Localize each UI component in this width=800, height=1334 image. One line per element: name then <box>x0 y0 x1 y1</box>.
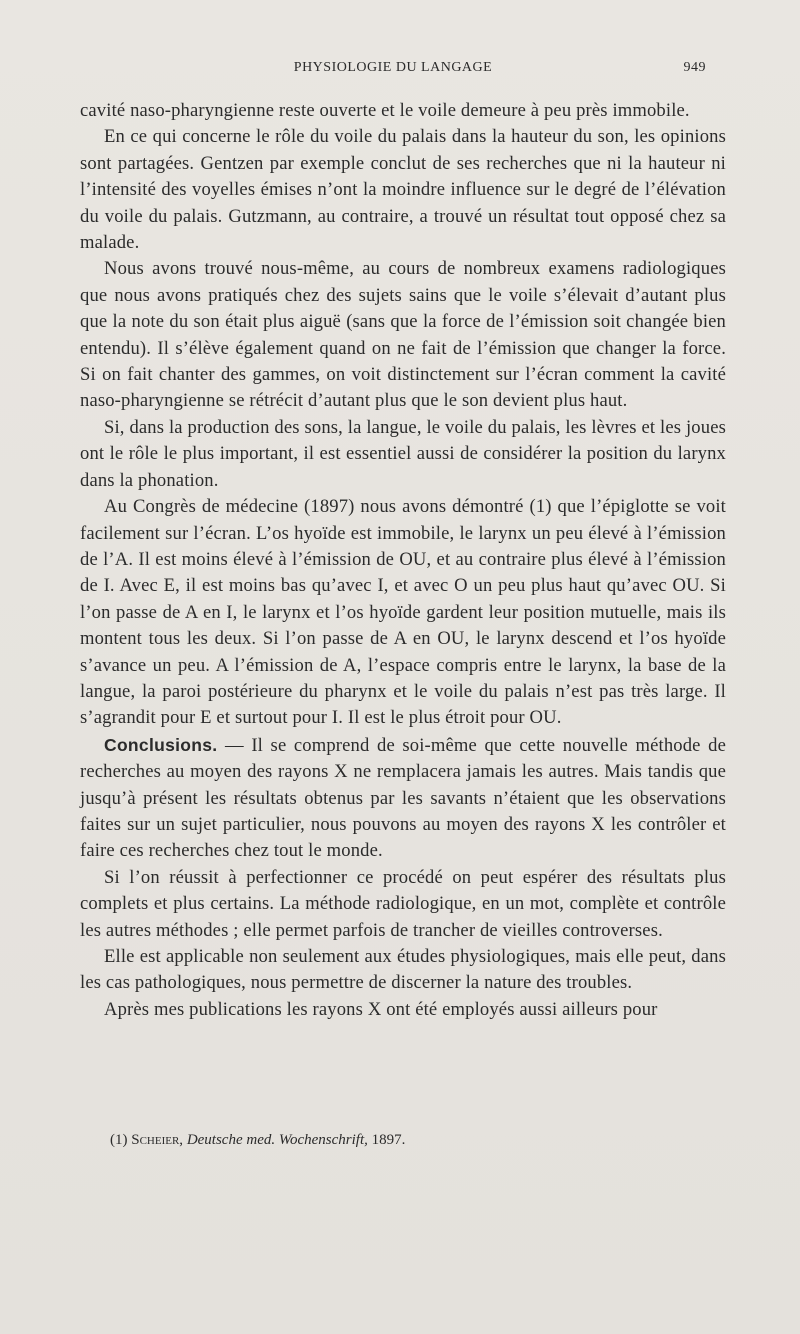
footnote <box>110 1130 710 1150</box>
paragraph: cavité naso-pharyngienne reste ouverte et le voile demeure à peu près immobile. <box>80 100 690 121</box>
page-number: 949 <box>683 60 706 75</box>
paragraph: En ce qui concerne le rôle du voile du palais dans la hauteur du son, les opinions sont partagées. Gentzen par exemple conclut de ses recherches que ni la hauteur ni l’intensité des voyelles émises n’ont la moindre influence sur le degré de l’élévation du voile du palais. Gutzmann, au contraire, a trouvé un résultat tout opposé chez sa malade. <box>80 126 726 254</box>
paragraph: Si l’on réussit à perfectionner ce procédé on peut espérer des résultats plus complets et plus certains. La méthode radiologique, en un mot, complète et contrôle les autres méthodes ; elle permet parfois de trancher de vieilles controverses. <box>80 866 726 941</box>
paragraph: Après mes publications les rayons X ont été employés aussi ailleurs pour <box>104 998 658 1020</box>
conclusions-text: — Il se comprend de soi-même que cette nouvelle méthode de recherches au moyen des rayons X ne remplacera jamais les autres. Mais tandis que jusqu’à présent les résultats obtenus par les savants n’étaient que les observations faites sur un sujet particulier, nous pouvons au moyen des rayons X les contrôler et faire ces recherches chez tout le monde. <box>80 734 726 862</box>
body-text <box>80 98 726 1023</box>
section-heading: Conclusions. <box>104 734 218 755</box>
footnote-journal: Deutsche med. Wochenschrift, <box>186 1132 368 1148</box>
paragraph: Au Congrès de médecine (1897) nous avons démontré (1) que l’épiglotte se voit facilement sur l’écran. L’os hyoïde est immobile, le larynx un peu élevé à l’émission de l’A. Il est moins élevé à l’émission de OU, et au contraire plus élevé à l’émission de I. Avec E, il est moins bas qu’avec I, et avec O un peu plus haut qu’avec OU. Si l’on passe de A en I, le larynx et l’os hyoïde gardent leur position mutuelle, mais ils montent tous les deux. Si l’on passe de A en OU, le larynx descend et l’os hyoïde s’avance un peu. A l’émission de A, l’espace compris entre le larynx, la base de la langue, la paroi postérieure du pharynx et le voile du palais n’est pas très large. Il s’agrandit pour E et surtout pour I. Il est le plus étroit pour OU. <box>80 496 726 729</box>
conclusions-paragraph <box>80 732 726 865</box>
footnote-marker: (1) <box>110 1132 128 1148</box>
running-header <box>80 60 706 80</box>
footnote-year: 1897. <box>371 1132 406 1148</box>
running-title: PHYSIOLOGIE DU LANGAGE <box>293 60 493 75</box>
paragraph: Elle est applicable non seulement aux études physiologiques, mais elle peut, dans les cas pathologiques, nous permettre de discerner la nature des troubles. <box>80 946 726 994</box>
footnote-author: Scheier, <box>131 1132 184 1148</box>
paragraph: Si, dans la production des sons, la langue, le voile du palais, les lèvres et les joues ont le rôle le plus important, il est essentiel aussi de considérer la position du larynx dans la phonation. <box>80 416 726 491</box>
paragraph: Nous avons trouvé nous-même, au cours de nombreux examens radiologiques que nous avons pratiqués chez des sujets sains que le voile s’élevait d’autant plus que la note du son était plus aiguë (sans que la force de l’émission soit changée bien entendu). Il s’élève également quand on ne fait de l’émission que changer la force. Si on fait chanter des gammes, on voit distinctement sur l’écran comment la cavité naso-pharyngienne se rétrécit d’autant plus que le son devient plus haut. <box>80 258 726 412</box>
